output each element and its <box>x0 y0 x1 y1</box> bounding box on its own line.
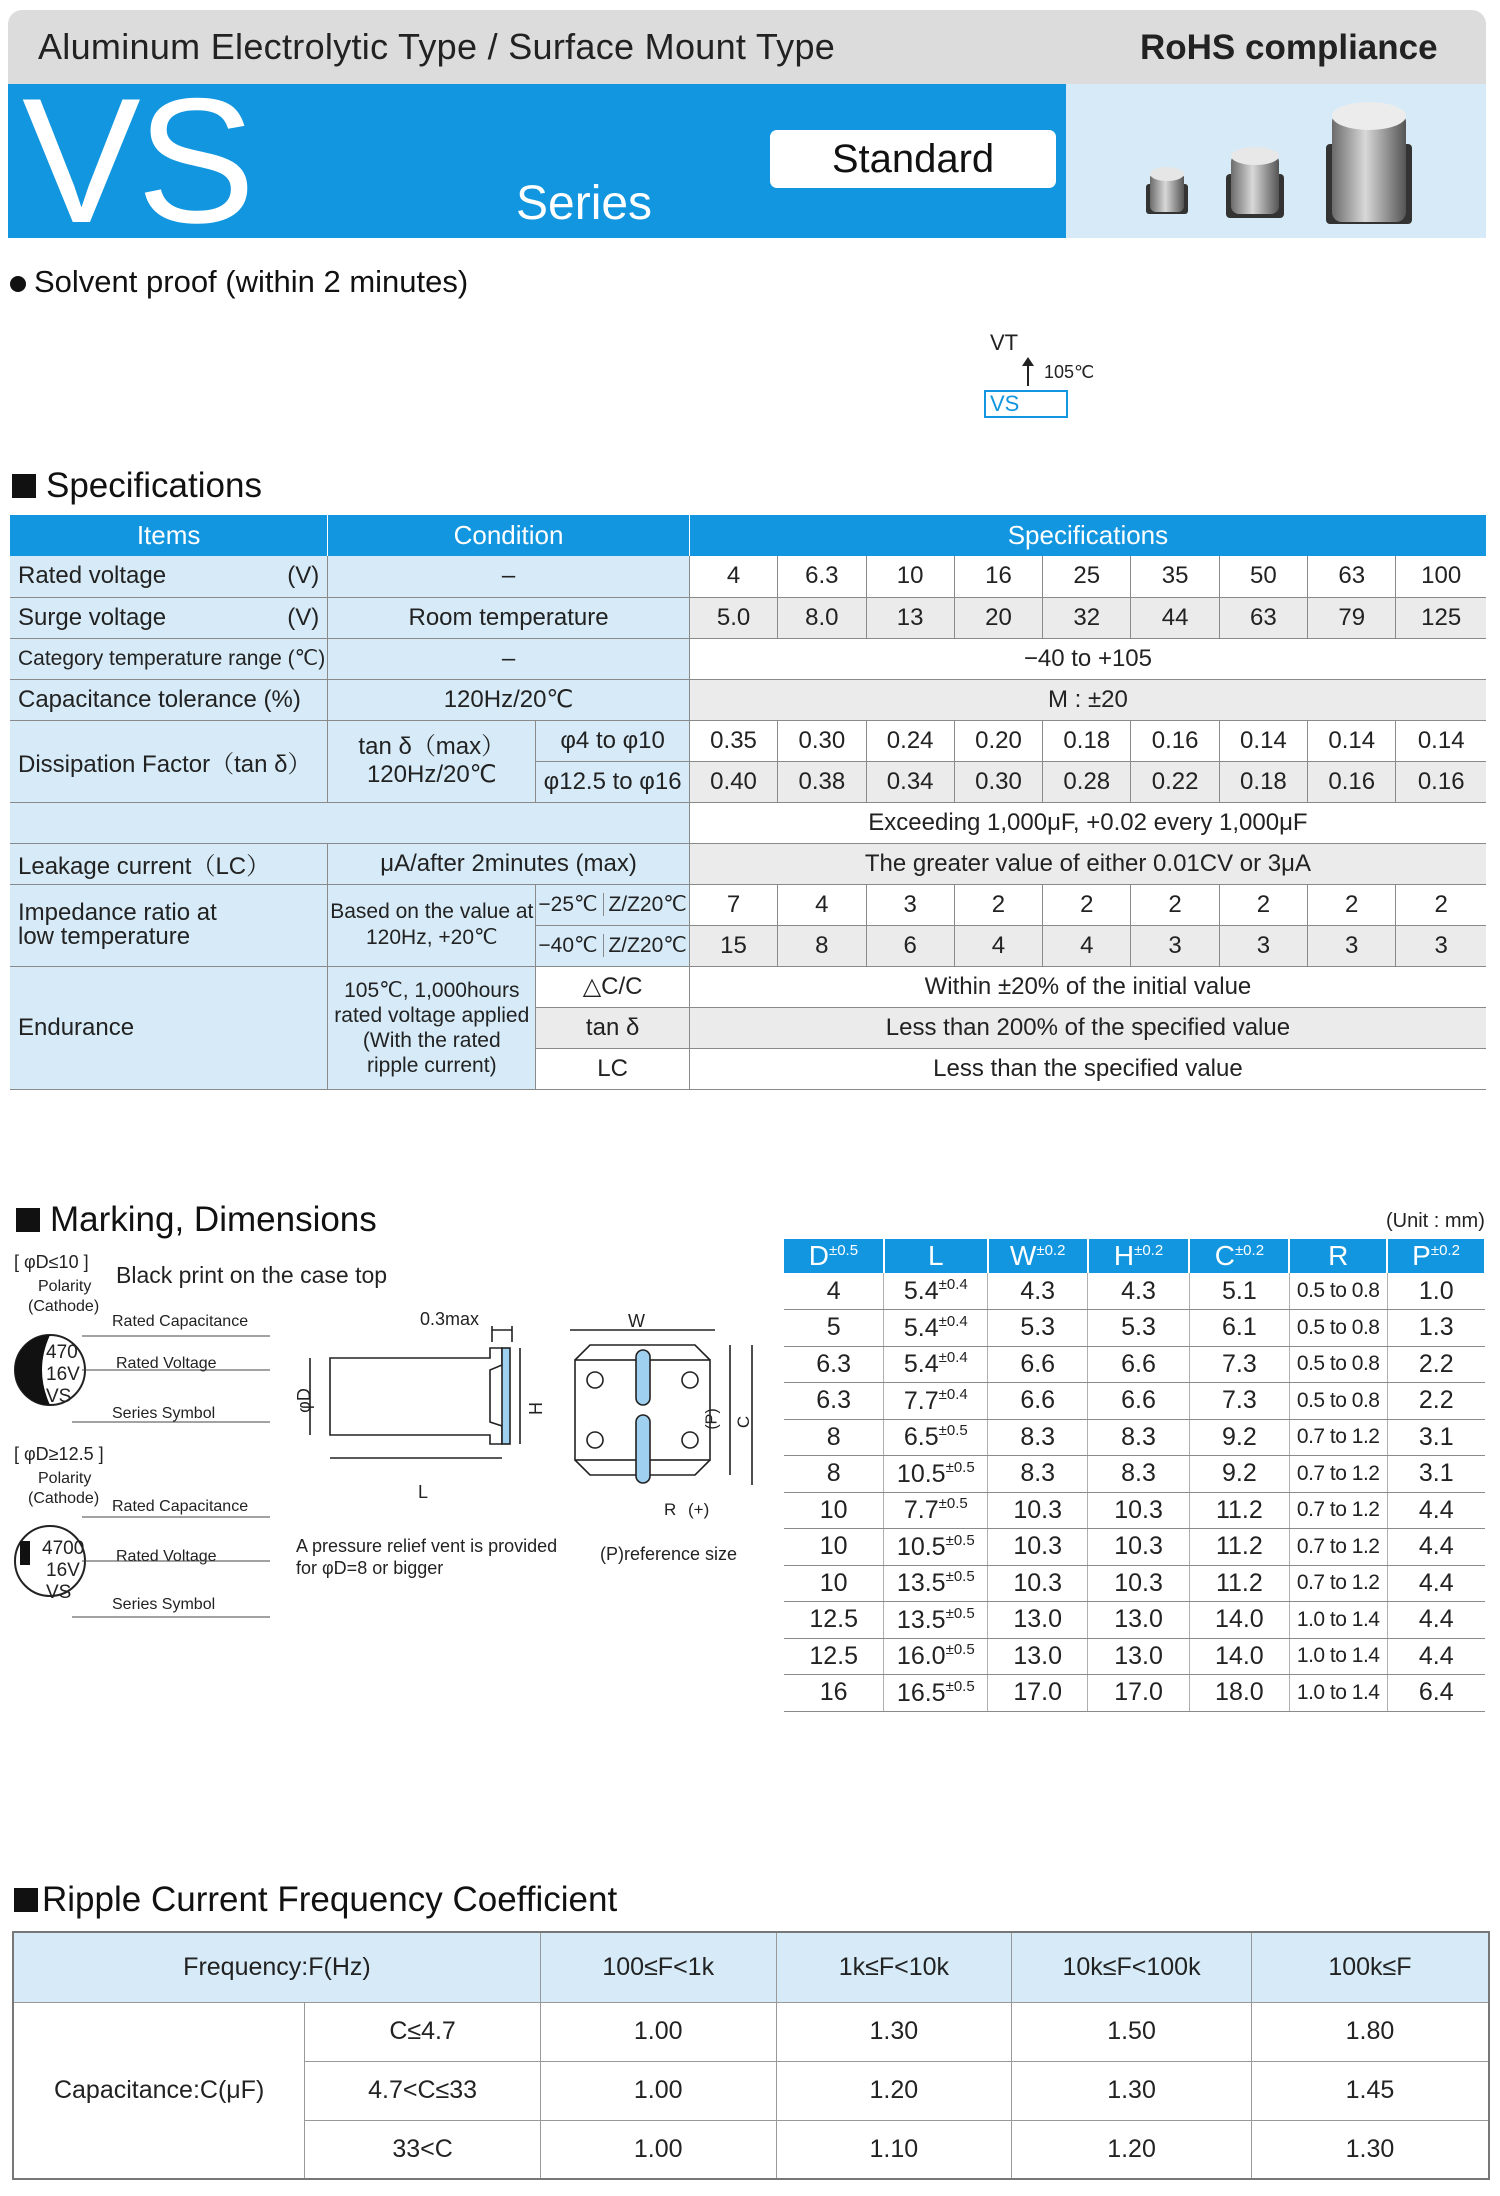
impedance-temp-40: −40℃ Z/Z20℃ <box>536 925 690 966</box>
cap-range: C≤4.7 <box>305 2002 541 2061</box>
lineage-upper: VT <box>990 330 1019 355</box>
surge-cell: 32 <box>1043 597 1131 638</box>
dim-cell-c: 14.0 <box>1189 1638 1289 1675</box>
surge-cell: 13 <box>866 597 954 638</box>
square-bullet-icon <box>16 1208 40 1232</box>
freq-header: 10k≤F<100k <box>1012 1932 1252 2002</box>
endurance-row-1 <box>10 966 1486 1007</box>
cap-range: 4.7<C≤33 <box>305 2061 541 2120</box>
dim-cell-h: 10.3 <box>1088 1565 1190 1602</box>
dim-cell-w: 10.3 <box>988 1529 1088 1566</box>
vent-note-1: A pressure relief vent is provided <box>296 1536 558 1556</box>
marking-series: VS <box>46 1582 72 1603</box>
dim-row <box>784 1346 1485 1383</box>
coef-cell: 1.30 <box>1012 2061 1252 2120</box>
dissipation-note-row <box>10 802 1486 843</box>
marking-cap: 470 <box>46 1342 78 1363</box>
dim-cell-c: 9.2 <box>1189 1456 1289 1493</box>
voltage-cell: 50 <box>1219 556 1307 597</box>
dim-row <box>784 1273 1485 1310</box>
coef-cell: 1.45 <box>1251 2061 1489 2120</box>
product-photo <box>1066 84 1486 238</box>
voltage-cell: 35 <box>1131 556 1219 597</box>
tan-cell: 0.28 <box>1043 761 1131 802</box>
series-symbol-label: Series Symbol <box>112 1596 216 1613</box>
dim-cell-l: $7.7^{\pm 0.4}$ <box>884 1383 988 1420</box>
series-symbol-label: Series Symbol <box>112 1405 216 1422</box>
ref-note: (P)reference size <box>600 1544 738 1564</box>
coef-cell: 1.30 <box>1251 2120 1489 2179</box>
tan-cell: 0.34 <box>866 761 954 802</box>
z-cell: 3 <box>1396 925 1486 966</box>
dim-cell-l: $16.0^{\pm 0.5}$ <box>884 1638 988 1675</box>
voltage-cell: 25 <box>1043 556 1131 597</box>
dim-p: (P) <box>703 1408 721 1430</box>
dim-row <box>784 1638 1485 1675</box>
tan-cell: 0.40 <box>689 761 777 802</box>
dim-cell-p: 4.4 <box>1387 1602 1485 1639</box>
dim-cell-d: 8 <box>784 1456 884 1493</box>
z-cell: 3 <box>1131 925 1219 966</box>
dim-cell-r: 0.7 to 1.2 <box>1289 1565 1387 1602</box>
standard-badge: Standard <box>770 130 1056 188</box>
cap-tolerance-item: Capacitance tolerance (%) <box>10 679 328 720</box>
items-header: Items <box>10 515 328 556</box>
voltage-cell: 10 <box>866 556 954 597</box>
dim-cell-w: 8.3 <box>988 1419 1088 1456</box>
vent-note-2: for φD=8 or bigger <box>296 1558 444 1578</box>
dim-cell-w: 6.6 <box>988 1383 1088 1420</box>
surge-cell: 44 <box>1131 597 1219 638</box>
tan-cell: 0.14 <box>1219 720 1307 761</box>
z-cell: 2 <box>1219 884 1307 925</box>
dimensions-table <box>784 1239 1486 1712</box>
dim-cell-l: $7.7^{\pm 0.5}$ <box>884 1492 988 1529</box>
voltage-cell: 6.3 <box>778 556 866 597</box>
series-code: VS <box>22 61 252 260</box>
marking-volt: 16V <box>46 1560 80 1581</box>
up-arrow-icon <box>1018 356 1038 388</box>
cathode-label: (Cathode) <box>28 1490 100 1507</box>
z-cell: 3 <box>1219 925 1307 966</box>
surge-cell: 20 <box>954 597 1042 638</box>
dim-cell-r: 0.7 to 1.2 <box>1289 1492 1387 1529</box>
z-cell: 2 <box>1396 884 1486 925</box>
category-temp-condition: – <box>328 638 690 679</box>
marking-cap: 4700 <box>42 1538 85 1559</box>
dim-row <box>784 1675 1485 1712</box>
coef-cell: 1.10 <box>776 2120 1012 2179</box>
ripple-row <box>13 2002 1489 2061</box>
leakage-value: The greater value of either 0.01CV or 3μA <box>689 843 1486 884</box>
category-temp-value: −40 to +105 <box>689 638 1486 679</box>
specifications-title: Specifications <box>12 466 262 506</box>
dim-cell-r: 1.0 to 1.4 <box>1289 1602 1387 1639</box>
dissipation-note: Exceeding 1,000μF, +0.02 every 1,000μF <box>689 802 1486 843</box>
dim-03max: 0.3max <box>420 1309 480 1329</box>
coef-cell: 1.20 <box>1012 2120 1252 2179</box>
category-temp-item: Category temperature range (℃) <box>10 638 328 679</box>
dim-header-l: L <box>884 1239 988 1273</box>
dim-cell-l: $5.4^{\pm 0.4}$ <box>884 1273 988 1310</box>
dim-cell-p: 1.0 <box>1387 1273 1485 1310</box>
dim-cell-d: 10 <box>784 1492 884 1529</box>
dim-cell-r: 0.7 to 1.2 <box>1289 1419 1387 1456</box>
surge-voltage-item: Surge voltage (V) <box>10 597 328 638</box>
dim-cell-p: 3.1 <box>1387 1456 1485 1493</box>
dim-cell-r: 0.7 to 1.2 <box>1289 1456 1387 1493</box>
dim-plus: (+) <box>688 1500 710 1519</box>
category-temp-row <box>10 638 1486 679</box>
dim-cell-h: 10.3 <box>1088 1529 1190 1566</box>
dim-cell-p: 4.4 <box>1387 1565 1485 1602</box>
dimensions-header-row <box>784 1239 1485 1273</box>
rated-cap-label: Rated Capacitance <box>112 1498 249 1515</box>
lineage-current: VS <box>984 390 1068 418</box>
dim-cell-w: 13.0 <box>988 1602 1088 1639</box>
dim-header-w: $W^{\pm 0.2}$ <box>988 1239 1088 1273</box>
endurance-condition: 105℃, 1,000hours rated voltage applied (With the rated ripple current) <box>328 966 536 1089</box>
dim-cell-r: 0.5 to 0.8 <box>1289 1346 1387 1383</box>
dim-r: R <box>664 1500 677 1519</box>
bullet-icon <box>10 276 26 292</box>
dim-cell-d: 6.3 <box>784 1346 884 1383</box>
dim-header-r: R <box>1289 1239 1387 1273</box>
marking-volt: 16V <box>46 1364 80 1385</box>
dissipation-row-1 <box>10 720 1486 761</box>
dim-cell-l: $5.4^{\pm 0.4}$ <box>884 1346 988 1383</box>
ripple-header-row <box>13 1932 1489 2002</box>
dim-cell-l: $13.5^{\pm 0.5}$ <box>884 1602 988 1639</box>
coef-cell: 1.30 <box>776 2002 1012 2061</box>
dim-l: L <box>418 1482 429 1502</box>
tan-cell: 0.30 <box>954 761 1042 802</box>
endurance-param: tan δ <box>536 1007 690 1048</box>
dim-header-h: $H^{\pm 0.2}$ <box>1088 1239 1190 1273</box>
rated-voltage-row <box>10 556 1486 597</box>
specifications-table <box>10 515 1486 1090</box>
coef-cell: 1.00 <box>540 2061 776 2120</box>
z-cell: 3 <box>866 884 954 925</box>
dim-cell-l: $13.5^{\pm 0.5}$ <box>884 1565 988 1602</box>
tan-cell: 0.18 <box>1043 720 1131 761</box>
dim-cell-c: 11.2 <box>1189 1565 1289 1602</box>
dim-cell-h: 5.3 <box>1088 1310 1190 1347</box>
voltage-cell: 4 <box>689 556 777 597</box>
marking-series: VS <box>46 1386 72 1407</box>
voltage-cell: 16 <box>954 556 1042 597</box>
z-cell: 2 <box>1043 884 1131 925</box>
dim-phid: φD <box>293 1388 314 1413</box>
capacitance-label: Capacitance:C(μF) <box>13 2002 305 2179</box>
dim-row <box>784 1565 1485 1602</box>
dimension-drawing <box>290 1310 770 1530</box>
cap-tolerance-row <box>10 679 1486 720</box>
rated-cap-label: Rated Capacitance <box>112 1313 249 1330</box>
tan-cell: 0.22 <box>1131 761 1219 802</box>
dim-cell-w: 17.0 <box>988 1675 1088 1712</box>
dim-row <box>784 1492 1485 1529</box>
dim-cell-c: 7.3 <box>1189 1346 1289 1383</box>
dim-cell-h: 13.0 <box>1088 1602 1190 1639</box>
dim-cell-d: 10 <box>784 1529 884 1566</box>
capacitor-photo-image <box>1066 84 1486 238</box>
dim-cell-p: 6.4 <box>1387 1675 1485 1712</box>
endurance-value: Less than 200% of the specified value <box>689 1007 1486 1048</box>
dim-cell-h: 10.3 <box>1088 1492 1190 1529</box>
dim-cell-w: 8.3 <box>988 1456 1088 1493</box>
dissipation-size-large: φ12.5 to φ16 <box>536 761 690 802</box>
dim-cell-l: $10.5^{\pm 0.5}$ <box>884 1456 988 1493</box>
feature-text: Solvent proof (within 2 minutes) <box>34 264 469 299</box>
feature-line <box>10 264 468 300</box>
z-cell: 4 <box>1043 925 1131 966</box>
dim-cell-h: 8.3 <box>1088 1419 1190 1456</box>
dim-row <box>784 1383 1485 1420</box>
z-cell: 2 <box>954 884 1042 925</box>
freq-header: 100≤F<1k <box>540 1932 776 2002</box>
dim-cell-r: 0.5 to 0.8 <box>1289 1273 1387 1310</box>
dissipation-item: Dissipation Factor（tan δ） <box>10 720 328 802</box>
dim-cell-c: 6.1 <box>1189 1310 1289 1347</box>
coef-cell: 1.80 <box>1251 2002 1489 2061</box>
cap-range: 33<C <box>305 2120 541 2179</box>
tan-cell: 0.20 <box>954 720 1042 761</box>
z-cell: 2 <box>1308 884 1396 925</box>
endurance-item: Endurance <box>10 966 328 1089</box>
dim-cell-p: 1.3 <box>1387 1310 1485 1347</box>
dim-row <box>784 1419 1485 1456</box>
dim-cell-c: 9.2 <box>1189 1419 1289 1456</box>
dim-cell-l: $10.5^{\pm 0.5}$ <box>884 1529 988 1566</box>
cap-tolerance-value: M : ±20 <box>689 679 1486 720</box>
dim-row <box>784 1529 1485 1566</box>
dim-header-p: $P^{\pm 0.2}$ <box>1387 1239 1485 1273</box>
small-case-label: [ φD≤10 ] <box>14 1252 89 1272</box>
endurance-param: LC <box>536 1048 690 1089</box>
dim-cell-d: 16 <box>784 1675 884 1712</box>
impedance-condition: Based on the value at 120Hz, +20℃ <box>328 884 536 966</box>
dim-cell-p: 4.4 <box>1387 1492 1485 1529</box>
z-cell: 7 <box>689 884 777 925</box>
surge-cell: 79 <box>1308 597 1396 638</box>
rated-voltage-condition: – <box>328 556 690 597</box>
dim-cell-d: 12.5 <box>784 1638 884 1675</box>
dim-cell-w: 5.3 <box>988 1310 1088 1347</box>
dim-row <box>784 1310 1485 1347</box>
tan-cell: 0.16 <box>1308 761 1396 802</box>
dim-cell-l: $6.5^{\pm 0.5}$ <box>884 1419 988 1456</box>
tan-cell: 0.14 <box>1396 720 1486 761</box>
rated-volt-label: Rated Voltage <box>116 1355 217 1372</box>
polarity-label: Polarity <box>38 1470 92 1487</box>
lineage-temp: 105℃ <box>1044 362 1095 382</box>
surge-cell: 63 <box>1219 597 1307 638</box>
polarity-label: Polarity <box>38 1278 92 1295</box>
impedance-item: Impedance ratio at low temperature <box>10 884 328 966</box>
dim-header-c: $C^{\pm 0.2}$ <box>1189 1239 1289 1273</box>
freq-header: 100k≤F <box>1251 1932 1489 2002</box>
dim-cell-r: 1.0 to 1.4 <box>1289 1675 1387 1712</box>
z-cell: 2 <box>1131 884 1219 925</box>
print-note: Black print on the case top <box>116 1262 388 1288</box>
tan-cell: 0.14 <box>1308 720 1396 761</box>
tan-cell: 0.18 <box>1219 761 1307 802</box>
tan-cell: 0.38 <box>778 761 866 802</box>
freq-header: 1k≤F<10k <box>776 1932 1012 2002</box>
large-case-label: [ φD≥12.5 ] <box>14 1444 104 1464</box>
z-cell: 15 <box>689 925 777 966</box>
dim-cell-w: 10.3 <box>988 1492 1088 1529</box>
dim-cell-c: 18.0 <box>1189 1675 1289 1712</box>
dim-cell-r: 0.5 to 0.8 <box>1289 1383 1387 1420</box>
dim-cell-p: 2.2 <box>1387 1346 1485 1383</box>
coef-cell: 1.50 <box>1012 2002 1252 2061</box>
dim-cell-w: 10.3 <box>988 1565 1088 1602</box>
dim-cell-h: 17.0 <box>1088 1675 1190 1712</box>
specs-header: Specifications <box>689 515 1486 556</box>
dim-row <box>784 1456 1485 1493</box>
header-title: Aluminum Electrolytic Type / Surface Mount Type <box>38 26 836 67</box>
surge-voltage-condition: Room temperature <box>328 597 690 638</box>
endurance-value: Less than the specified value <box>689 1048 1486 1089</box>
dim-cell-c: 11.2 <box>1189 1492 1289 1529</box>
dim-cell-h: 6.6 <box>1088 1346 1190 1383</box>
surge-cell: 125 <box>1396 597 1486 638</box>
series-word: Series <box>516 177 653 230</box>
endurance-value: Within ±20% of the initial value <box>689 966 1486 1007</box>
unit-label: (Unit : mm) <box>1386 1210 1485 1232</box>
endurance-param: △C/C <box>536 966 690 1007</box>
surge-cell: 5.0 <box>689 597 777 638</box>
condition-header: Condition <box>328 515 690 556</box>
rohs-label: RoHS compliance <box>1140 28 1438 67</box>
impedance-temp-25: −25℃ Z/Z20℃ <box>536 884 690 925</box>
dim-cell-d: 8 <box>784 1419 884 1456</box>
tan-cell: 0.16 <box>1131 720 1219 761</box>
leakage-row <box>10 843 1486 884</box>
square-bullet-icon <box>14 1888 38 1912</box>
voltage-cell: 63 <box>1308 556 1396 597</box>
impedance-row-1 <box>10 884 1486 925</box>
dim-cell-p: 3.1 <box>1387 1419 1485 1456</box>
dim-row <box>784 1602 1485 1639</box>
dim-cell-w: 4.3 <box>988 1273 1088 1310</box>
z-cell: 6 <box>866 925 954 966</box>
rated-volt-label: Rated Voltage <box>116 1548 217 1565</box>
dim-h: H <box>526 1402 546 1415</box>
dissipation-size-small: φ4 to φ10 <box>536 720 690 761</box>
leakage-item: Leakage current（LC） <box>10 843 328 884</box>
cap-tolerance-condition: 120Hz/20℃ <box>328 679 690 720</box>
z-cell: 4 <box>954 925 1042 966</box>
dim-w: W <box>628 1311 645 1331</box>
dim-cell-w: 6.6 <box>988 1346 1088 1383</box>
z-cell: 4 <box>778 884 866 925</box>
ripple-title: Ripple Current Frequency Coefficient <box>14 1880 617 1920</box>
marking-title: Marking, Dimensions <box>16 1200 377 1240</box>
dim-cell-h: 4.3 <box>1088 1273 1190 1310</box>
surge-voltage-row <box>10 597 1486 638</box>
dim-cell-r: 1.0 to 1.4 <box>1289 1638 1387 1675</box>
dim-cell-d: 12.5 <box>784 1602 884 1639</box>
dissipation-condition: tan δ（max） 120Hz/20℃ <box>328 720 536 802</box>
dim-cell-r: 0.5 to 0.8 <box>1289 1310 1387 1347</box>
dim-cell-d: 4 <box>784 1273 884 1310</box>
tan-cell: 0.30 <box>778 720 866 761</box>
dim-cell-h: 8.3 <box>1088 1456 1190 1493</box>
dim-cell-l: $5.4^{\pm 0.4}$ <box>884 1310 988 1347</box>
dim-cell-l: $16.5^{\pm 0.5}$ <box>884 1675 988 1712</box>
square-bullet-icon <box>12 474 36 498</box>
dim-cell-c: 11.2 <box>1189 1529 1289 1566</box>
dim-cell-c: 14.0 <box>1189 1602 1289 1639</box>
dim-cell-d: 5 <box>784 1310 884 1347</box>
z-cell: 3 <box>1308 925 1396 966</box>
dim-cell-h: 6.6 <box>1088 1383 1190 1420</box>
dim-cell-c: 5.1 <box>1189 1273 1289 1310</box>
rated-voltage-item: Rated voltage (V) <box>10 556 328 597</box>
z-cell: 8 <box>778 925 866 966</box>
cathode-label: (Cathode) <box>28 1298 100 1315</box>
frequency-label: Frequency:F(Hz) <box>13 1932 540 2002</box>
spec-header-row <box>10 515 1486 556</box>
voltage-cell: 100 <box>1396 556 1486 597</box>
dim-cell-c: 7.3 <box>1189 1383 1289 1420</box>
tan-cell: 0.16 <box>1396 761 1486 802</box>
tan-cell: 0.35 <box>689 720 777 761</box>
coef-cell: 1.20 <box>776 2061 1012 2120</box>
dim-c: C <box>734 1415 754 1429</box>
dim-cell-p: 4.4 <box>1387 1638 1485 1675</box>
dim-header-d: $D^{\pm 0.5}$ <box>784 1239 884 1273</box>
dim-cell-d: 10 <box>784 1565 884 1602</box>
tan-cell: 0.24 <box>866 720 954 761</box>
coef-cell: 1.00 <box>540 2120 776 2179</box>
coef-cell: 1.00 <box>540 2002 776 2061</box>
ripple-table <box>12 1931 1490 2180</box>
leakage-condition: μA/after 2minutes (max) <box>328 843 690 884</box>
dim-cell-d: 6.3 <box>784 1383 884 1420</box>
dim-cell-w: 13.0 <box>988 1638 1088 1675</box>
dim-cell-r: 0.7 to 1.2 <box>1289 1529 1387 1566</box>
dim-cell-p: 2.2 <box>1387 1383 1485 1420</box>
surge-cell: 8.0 <box>778 597 866 638</box>
dim-cell-p: 4.4 <box>1387 1529 1485 1566</box>
dim-cell-h: 13.0 <box>1088 1638 1190 1675</box>
